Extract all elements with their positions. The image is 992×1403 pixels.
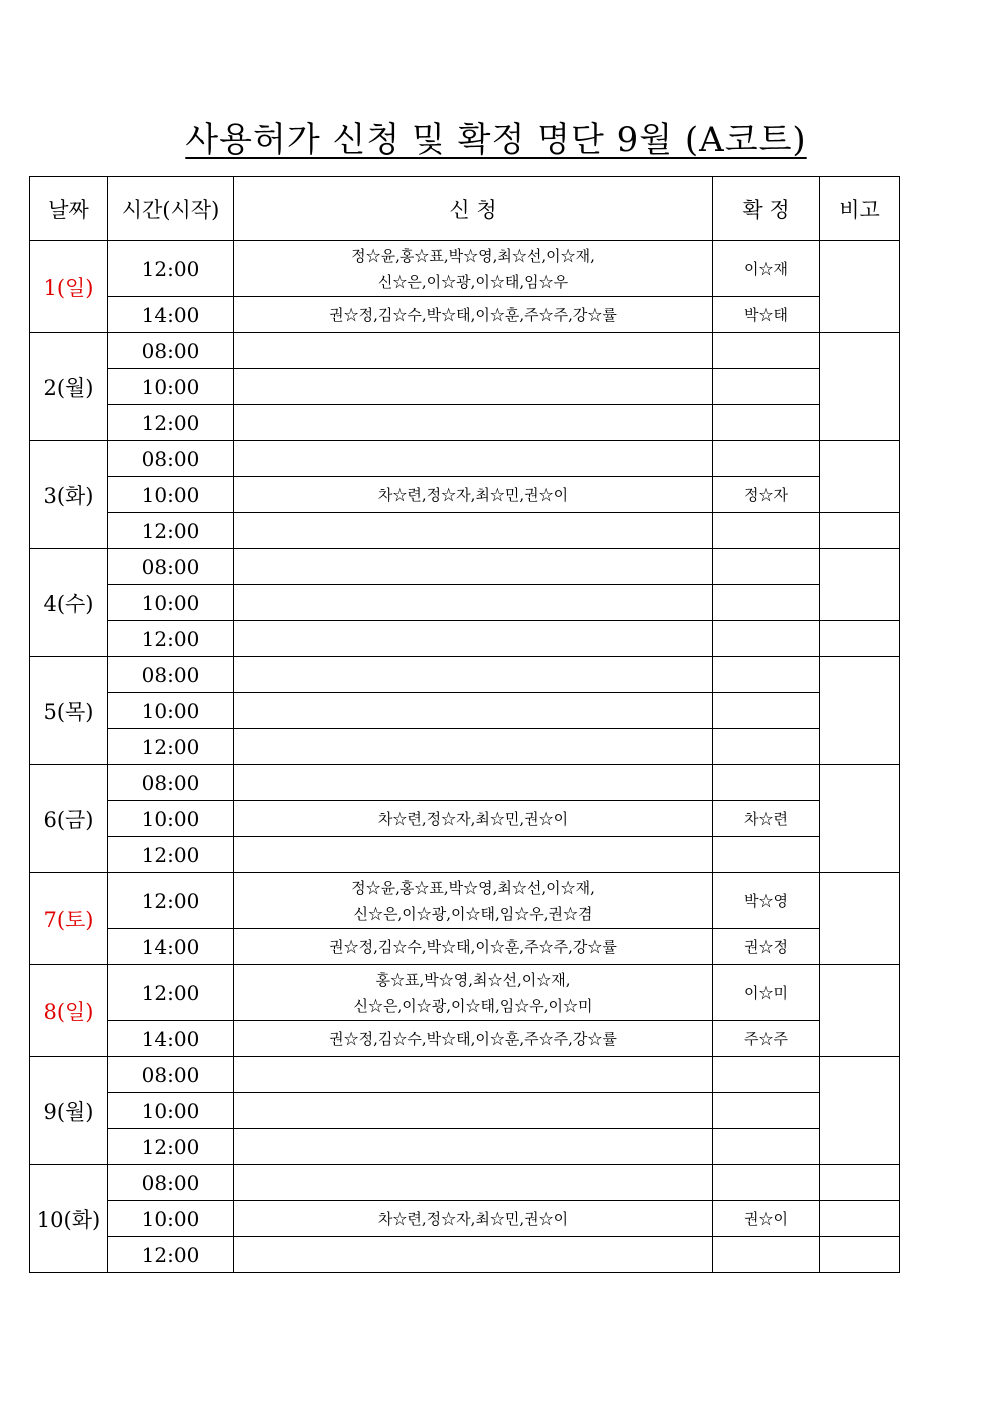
time-cell: 08:00: [108, 765, 234, 801]
schedule-table: [29, 176, 900, 1273]
confirm-cell: 박☆영: [713, 873, 820, 929]
confirm-cell: 차☆련: [713, 801, 820, 837]
confirm-cell: 이☆미: [713, 965, 820, 1021]
application-cell: [234, 369, 713, 405]
confirm-cell: [713, 765, 820, 801]
table-row: [30, 241, 900, 297]
date-cell: 5(목): [30, 657, 108, 765]
application-cell: [234, 1129, 713, 1165]
application-cell: [234, 1237, 713, 1273]
table-row: [30, 1237, 900, 1273]
application-cell: [234, 333, 713, 369]
table-row: [30, 1093, 900, 1129]
table-row: [30, 621, 900, 657]
table-row: [30, 873, 900, 929]
application-line: 정☆윤,홍☆표,박☆영,최☆선,이☆재,: [351, 246, 595, 265]
table-row: [30, 477, 900, 513]
application-cell: [234, 405, 713, 441]
table-row: [30, 405, 900, 441]
time-cell: 08:00: [108, 657, 234, 693]
date-cell: 2(월): [30, 333, 108, 441]
confirm-cell: 박☆태: [713, 297, 820, 333]
application-cell: [234, 1057, 713, 1093]
application-cell: [234, 549, 713, 585]
application-cell: [234, 729, 713, 765]
time-cell: 10:00: [108, 801, 234, 837]
application-cell: [234, 513, 713, 549]
application-cell: [234, 965, 713, 1021]
application-cell: [234, 765, 713, 801]
application-line: 신☆은,이☆광,이☆태,임☆우: [377, 272, 569, 291]
table-row: [30, 333, 900, 369]
table-row: [30, 1201, 900, 1237]
note-cell: [820, 1237, 900, 1273]
confirm-cell: [713, 1129, 820, 1165]
header-application: 신 청: [234, 177, 713, 241]
confirm-cell: [713, 1093, 820, 1129]
table-row: [30, 585, 900, 621]
application-cell: [234, 241, 713, 297]
note-cell: [820, 765, 900, 873]
time-cell: 12:00: [108, 873, 234, 929]
table-row: [30, 1021, 900, 1057]
application-cell: 권☆정,김☆수,박☆태,이☆훈,주☆주,강☆률: [234, 929, 713, 965]
application-cell: [234, 585, 713, 621]
confirm-cell: 정☆자: [713, 477, 820, 513]
note-cell: [820, 241, 900, 333]
application-cell: 권☆정,김☆수,박☆태,이☆훈,주☆주,강☆률: [234, 1021, 713, 1057]
table-row: [30, 513, 900, 549]
confirm-cell: 권☆이: [713, 1201, 820, 1237]
page-title: 사용허가 신청 및 확정 명단 9월 (A코트): [185, 120, 807, 160]
table-row: [30, 729, 900, 765]
application-line: 신☆은,이☆광,이☆태,임☆우,이☆미: [353, 996, 593, 1015]
date-cell: 4(수): [30, 549, 108, 657]
time-cell: 08:00: [108, 549, 234, 585]
application-cell: [234, 873, 713, 929]
time-cell: 10:00: [108, 477, 234, 513]
time-cell: 12:00: [108, 837, 234, 873]
table-row: [30, 693, 900, 729]
time-cell: 08:00: [108, 1165, 234, 1201]
application-line: 신☆은,이☆광,이☆태,임☆우,권☆겸: [353, 904, 593, 923]
time-cell: 12:00: [108, 621, 234, 657]
note-cell: [820, 441, 900, 513]
confirm-cell: [713, 1057, 820, 1093]
time-cell: 12:00: [108, 405, 234, 441]
application-cell: [234, 441, 713, 477]
confirm-cell: [713, 621, 820, 657]
header-note: 비고: [820, 177, 900, 241]
time-cell: 08:00: [108, 441, 234, 477]
header-row: [30, 177, 900, 241]
confirm-cell: [713, 1165, 820, 1201]
confirm-cell: 권☆정: [713, 929, 820, 965]
confirm-cell: [713, 585, 820, 621]
date-cell: 3(화): [30, 441, 108, 549]
time-cell: 14:00: [108, 297, 234, 333]
note-cell: [820, 1201, 900, 1237]
time-cell: 10:00: [108, 1201, 234, 1237]
confirm-cell: 이☆재: [713, 241, 820, 297]
note-cell: [820, 549, 900, 621]
confirm-cell: 주☆주: [713, 1021, 820, 1057]
time-cell: 12:00: [108, 1237, 234, 1273]
table-row: [30, 441, 900, 477]
confirm-cell: [713, 441, 820, 477]
note-cell: [820, 621, 900, 657]
time-cell: 10:00: [108, 1093, 234, 1129]
time-cell: 10:00: [108, 585, 234, 621]
note-cell: [820, 1165, 900, 1201]
application-cell: [234, 621, 713, 657]
time-cell: 10:00: [108, 369, 234, 405]
time-cell: 12:00: [108, 965, 234, 1021]
confirm-cell: [713, 405, 820, 441]
note-cell: [820, 333, 900, 441]
table-row: [30, 1057, 900, 1093]
table-row: [30, 965, 900, 1021]
table-row: [30, 1165, 900, 1201]
time-cell: 12:00: [108, 241, 234, 297]
time-cell: 12:00: [108, 513, 234, 549]
confirm-cell: [713, 369, 820, 405]
application-cell: [234, 1165, 713, 1201]
table-row: [30, 297, 900, 333]
date-cell: 8(일): [30, 965, 108, 1057]
date-cell: 10(화): [30, 1165, 108, 1273]
header-time: 시간(시작): [108, 177, 234, 241]
date-cell: 9(월): [30, 1057, 108, 1165]
confirm-cell: [713, 549, 820, 585]
application-cell: 차☆련,정☆자,최☆민,권☆이: [234, 477, 713, 513]
note-cell: [820, 965, 900, 1057]
note-cell: [820, 873, 900, 965]
application-line: 홍☆표,박☆영,최☆선,이☆재,: [375, 970, 571, 989]
time-cell: 12:00: [108, 729, 234, 765]
table-row: [30, 549, 900, 585]
confirm-cell: [713, 729, 820, 765]
time-cell: 12:00: [108, 1129, 234, 1165]
time-cell: 10:00: [108, 693, 234, 729]
time-cell: 14:00: [108, 929, 234, 965]
table-row: [30, 765, 900, 801]
time-cell: 14:00: [108, 1021, 234, 1057]
header-date: 날짜: [30, 177, 108, 241]
header-confirm: 확 정: [713, 177, 820, 241]
table-row: [30, 801, 900, 837]
time-cell: 08:00: [108, 1057, 234, 1093]
date-cell: 6(금): [30, 765, 108, 873]
note-cell: [820, 513, 900, 549]
confirm-cell: [713, 693, 820, 729]
time-cell: 08:00: [108, 333, 234, 369]
note-cell: [820, 1057, 900, 1165]
application-cell: [234, 657, 713, 693]
confirm-cell: [713, 333, 820, 369]
confirm-cell: [713, 1237, 820, 1273]
confirm-cell: [713, 657, 820, 693]
table-row: [30, 929, 900, 965]
confirm-cell: [713, 837, 820, 873]
date-cell: 1(일): [30, 241, 108, 333]
application-cell: 차☆련,정☆자,최☆민,권☆이: [234, 1201, 713, 1237]
note-cell: [820, 657, 900, 765]
table-row: [30, 657, 900, 693]
application-cell: [234, 1093, 713, 1129]
application-cell: 차☆련,정☆자,최☆민,권☆이: [234, 801, 713, 837]
application-cell: 권☆정,김☆수,박☆태,이☆훈,주☆주,강☆률: [234, 297, 713, 333]
application-cell: [234, 837, 713, 873]
table-row: [30, 369, 900, 405]
table-row: [30, 837, 900, 873]
table-row: [30, 1129, 900, 1165]
date-cell: 7(토): [30, 873, 108, 965]
confirm-cell: [713, 513, 820, 549]
application-line: 정☆윤,홍☆표,박☆영,최☆선,이☆재,: [351, 878, 595, 897]
application-cell: [234, 693, 713, 729]
